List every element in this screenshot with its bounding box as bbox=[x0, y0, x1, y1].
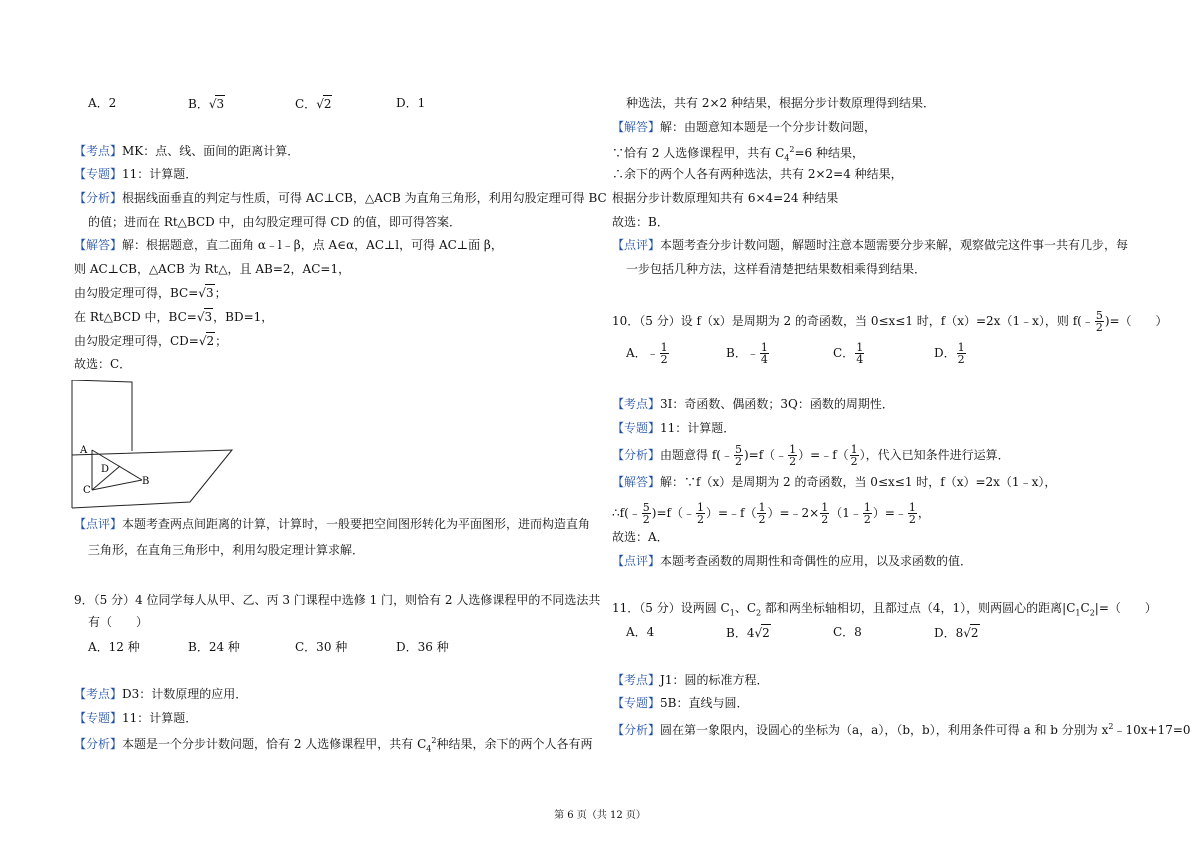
q9-dianping-line2: 一步包括几种方法，这样看清楚把结果数相乘得到结果． bbox=[626, 262, 927, 276]
label-a: A bbox=[80, 445, 88, 456]
q8-line5: 由勾股定理可得，CD=√2； bbox=[74, 334, 228, 348]
q9-line4: ∴余下的两个人各有两种选法，共有 2×2=4 种结果， bbox=[612, 167, 903, 181]
q9-line3: ∵恰有 2 人选修课程甲，共有 $C_4^2=6$ 种结果， bbox=[612, 145, 864, 163]
q9-jieda: 【解答】解：由题意知本题是一个分步计数问题， bbox=[612, 120, 877, 134]
q8-dianping: 【点评】本题考查两点间距离的计算，计算时，一般要把空间图形转化为平面图形，进而构造直角 bbox=[74, 517, 591, 531]
label-b: B bbox=[142, 476, 150, 487]
q11-fenxi: 【分析】圆在第一象限内，设圆心的坐标为（a，a），（b，b），利用条件可得 a 和 b 分别为 $x^2﹣10x+17=0$ bbox=[612, 722, 1191, 737]
q9-fenxi-cont: 种选法，共有 2×2 种结果，根据分步计数原理得到结果． bbox=[626, 96, 935, 110]
q11-option-c: C．8 bbox=[833, 625, 862, 639]
q8-line2: 则 AC⊥CB，△ACB 为 Rt△，且 AB=2，AC=1， bbox=[74, 262, 351, 276]
q9-zhuanti: 【专题】11：计算题． bbox=[74, 711, 198, 725]
q8-line3: 由勾股定理可得，BC=√3； bbox=[74, 286, 227, 300]
q9-fenxi: 【分析】本题是一个分步计数问题，恰有 2 人选修课程甲，共有 $C_4^2$种结果，余下的两个人各有两 bbox=[74, 736, 593, 754]
q11-stem: 11．（5 分）设两圆 $C_1$、$C_2$ 都和两坐标轴相切，且都过点（4，1），则两圆心的距离$|C_1C_2|=$（ ） bbox=[612, 601, 1157, 618]
q8-option-a: A．2 bbox=[88, 96, 117, 110]
q8-kaodian: 【考点】MK：点、线、面间的距离计算． bbox=[74, 144, 300, 158]
q9-stem-line2: 有（ ） bbox=[88, 615, 149, 629]
page-footer: 第 6 页（共 12 页） bbox=[554, 810, 646, 821]
q10-jieda-line2: ∴f(﹣ $\frac{5}{2}$ )=f（﹣ $\frac{1}{2}$ ）=﹣f（ $\frac{1}{2}$ ）=﹣2× $\frac{1}{2}$ （1﹣ $\frac{1}{2}$ ）=﹣ $\frac{1}{2}$ ， bbox=[612, 501, 930, 526]
q10-option-a: A．﹣ $\frac{1}{2}$ bbox=[626, 341, 668, 366]
q8-option-b: B．√3 bbox=[188, 97, 225, 111]
q10-kaodian: 【考点】3I：奇函数、偶函数；3Q：函数的周期性． bbox=[612, 397, 894, 411]
q8-jieda: 【解答】解：根据题意，直二面角 α﹣l﹣β，点 A∈α，AC⊥l，可得 AC⊥面 β， bbox=[74, 238, 503, 252]
q10-fenxi: 【分析】由题意得 f(﹣ $\frac{5}{2}$ )=f（﹣ $\frac{1}{2}$ ）=﹣f（ $\frac{1}{2}$ ），代入已知条件进行运算． bbox=[612, 443, 1010, 468]
q8-line4: 在 Rt△BCD 中，BC=√3，BD=1， bbox=[74, 310, 274, 324]
q8-option-c: C．√2 bbox=[295, 97, 332, 111]
q11-option-a: A．4 bbox=[626, 625, 655, 639]
q10-jieda: 【解答】解：∵f（x）是周期为 2 的奇函数，当 0≤x≤1 时，f（x）=2x（1﹣x）， bbox=[612, 475, 1057, 489]
q8-dianping-line2: 三角形，在直角三角形中，利用勾股定理计算求解． bbox=[88, 543, 365, 557]
q9-option-a: A．12 种 bbox=[88, 640, 140, 654]
q8-option-d: D．1 bbox=[396, 96, 426, 110]
q10-pick: 故选：A． bbox=[612, 530, 669, 544]
q10-stem: 10．（5 分）设 f（x）是周期为 2 的奇函数，当 0≤x≤1 时，f（x）=2x（1﹣x），则 f(﹣ $\frac{5}{2}$ )=（ ） bbox=[612, 309, 1168, 334]
dihedral-angle-figure bbox=[70, 380, 240, 510]
q10-zhuanti: 【专题】11：计算题． bbox=[612, 421, 736, 435]
q11-option-d: D．8√2 bbox=[934, 626, 979, 640]
label-d: D bbox=[101, 464, 110, 475]
q11-option-b: B．4√2 bbox=[726, 626, 770, 640]
label-c: C bbox=[83, 485, 91, 496]
q8-line6: 故选：C． bbox=[74, 357, 132, 371]
q11-zhuanti: 【专题】5B：直线与圆． bbox=[612, 696, 749, 710]
q9-option-d: D．36 种 bbox=[396, 640, 449, 654]
q10-option-c: C． $\frac{1}{4}$ bbox=[833, 341, 864, 366]
q9-kaodian: 【考点】D3：计数原理的应用． bbox=[74, 687, 248, 701]
q10-option-b: B．﹣ $\frac{1}{4}$ bbox=[726, 341, 768, 366]
q9-option-b: B．24 种 bbox=[188, 640, 240, 654]
q10-dianping: 【点评】本题考查函数的周期性和奇偶性的应用，以及求函数的值． bbox=[612, 554, 973, 568]
q9-stem: 9．（5 分）4 位同学每人从甲、乙、丙 3 门课程中选修 1 门，则恰有 2 人选修课程甲的不同选法共 bbox=[74, 593, 601, 607]
q8-fenxi: 【分析】根据线面垂直的判定与性质，可得 AC⊥CB，△ACB 为直角三角形，利用勾股定理可得 BC bbox=[74, 191, 607, 205]
q9-option-c: C．30 种 bbox=[295, 640, 348, 654]
q8-zhuanti: 【专题】11：计算题． bbox=[74, 167, 198, 181]
q8-fenxi-line2: 的值；进而在 Rt△BCD 中，由勾股定理可得 CD 的值，即可得答案． bbox=[88, 215, 461, 229]
q9-line5: 根据分步计数原理知共有 6×4=24 种结果 bbox=[612, 191, 839, 205]
q10-option-d: D． $\frac{1}{2}$ bbox=[934, 341, 965, 366]
q11-kaodian: 【考点】J1：圆的标准方程． bbox=[612, 673, 769, 687]
q9-line6: 故选：B． bbox=[612, 215, 669, 229]
q9-dianping: 【点评】本题考查分步计数问题，解题时注意本题需要分步来解，观察做完这件事一共有几步，每 bbox=[612, 238, 1129, 252]
